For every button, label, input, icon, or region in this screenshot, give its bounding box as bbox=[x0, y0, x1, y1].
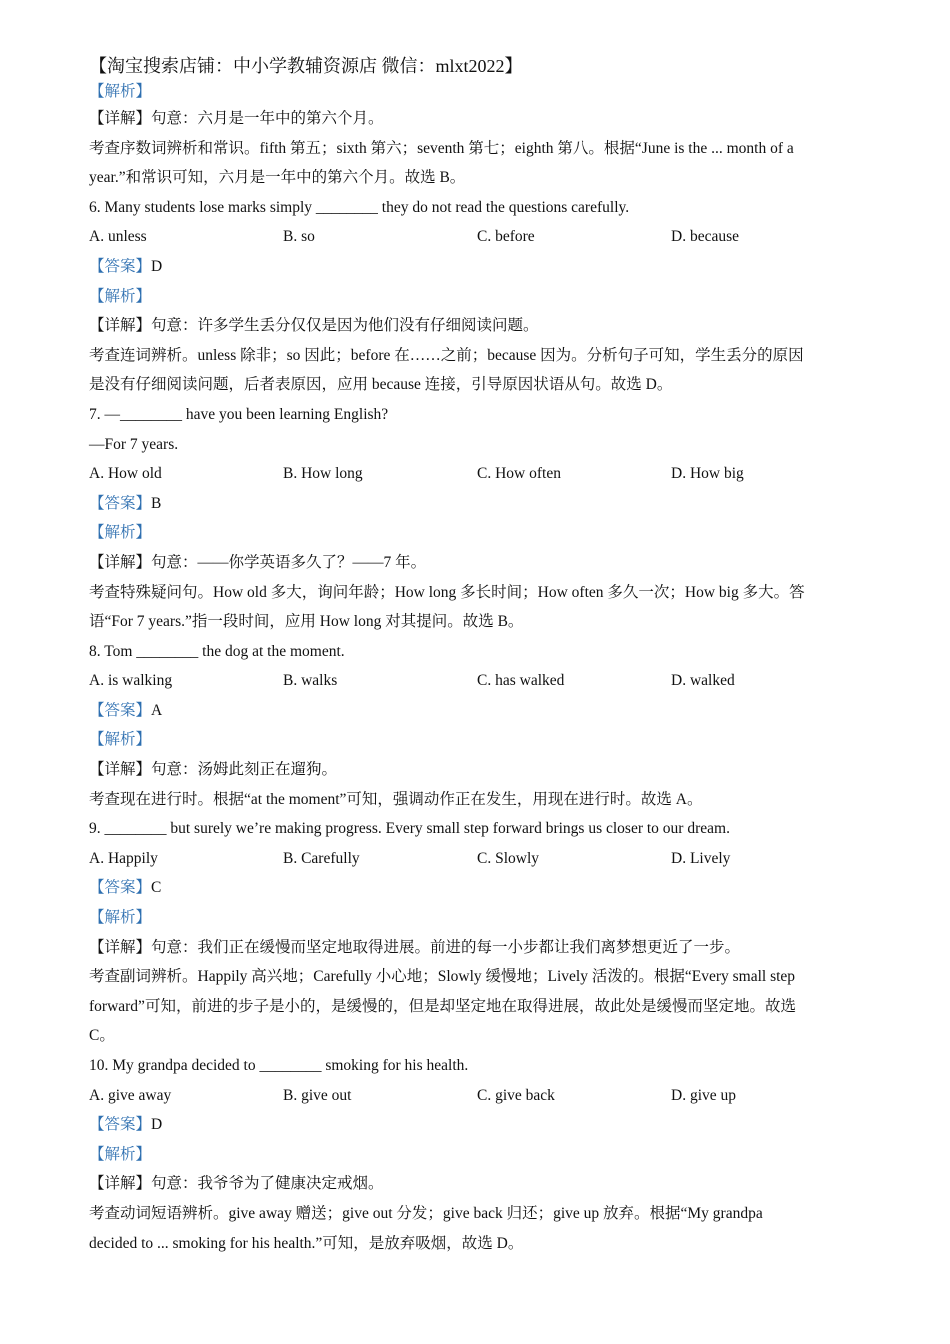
answer-value: C bbox=[151, 879, 162, 897]
q6-explanation-2: 是没有仔细阅读问题，后者表原因，应用 because 连接，引导原因状语从句。故选 D。 bbox=[89, 376, 673, 394]
q8-explanation-1: 考查现在进行时。根据“at the moment”可知，强调动作正在发生，用现在进行时。故选 A。 bbox=[89, 790, 703, 808]
q9-stem: 9. ________ but surely we’re making progress. Every small step forward brings us closer to our dream. bbox=[89, 820, 730, 838]
page-header: 【淘宝搜索店铺：中小学教辅资源店 微信：mlxt2022】 bbox=[89, 56, 523, 76]
q9-answer bbox=[89, 873, 869, 903]
option-c: C. has walked bbox=[477, 672, 565, 690]
q7-reply: —For 7 years. bbox=[89, 435, 179, 453]
option-a: A. is walking bbox=[89, 672, 173, 690]
analysis-label: 【解析】 bbox=[89, 1145, 152, 1163]
analysis-label: 【解析】 bbox=[89, 287, 152, 305]
q10-detail: 【详解】句意：我爷爷为了健康决定戒烟。 bbox=[89, 1175, 384, 1193]
option-d: D. give up bbox=[671, 1086, 737, 1104]
q9-explanation-3: C。 bbox=[89, 1027, 115, 1045]
q7-stem: 7. —________ have you been learning English? bbox=[89, 405, 389, 423]
option-b: B. How long bbox=[283, 465, 363, 483]
analysis-label: 【解析】 bbox=[89, 731, 152, 749]
option-a: A. How old bbox=[89, 465, 162, 483]
option-d: D. Lively bbox=[671, 849, 731, 867]
q6-options bbox=[89, 222, 869, 252]
option-c: C. before bbox=[477, 228, 535, 246]
option-d: D. walked bbox=[671, 672, 735, 690]
option-c: C. Slowly bbox=[477, 849, 540, 867]
option-a: A. unless bbox=[89, 228, 147, 246]
answer-value: D bbox=[151, 257, 163, 275]
q8-answer bbox=[89, 696, 869, 726]
q7-answer bbox=[89, 489, 869, 519]
option-d: D. How big bbox=[671, 465, 744, 483]
q5-detail: 【详解】句意：六月是一年中的第六个月。 bbox=[89, 110, 384, 127]
q10-answer bbox=[89, 1110, 869, 1140]
q5-explanation-2: year.”和常识可知，六月是一年中的第六个月。故选 B。 bbox=[89, 169, 466, 187]
answer-label: 【答案】 bbox=[89, 494, 152, 512]
q6-stem: 6. Many students lose marks simply ________ they do not read the questions carefully. bbox=[89, 198, 630, 216]
q10-explanation-1: 考查动词短语辨析。give away 赠送；give out 分发；give back 归还；give up 放弃。根据“My grandpa bbox=[89, 1204, 763, 1222]
option-c: C. How often bbox=[477, 465, 561, 483]
answer-value: B bbox=[151, 494, 162, 512]
analysis-label: 【解析】 bbox=[89, 524, 152, 542]
answer-label: 【答案】 bbox=[89, 879, 152, 897]
q7-detail: 【详解】句意：——你学英语多久了？——7 年。 bbox=[89, 553, 427, 571]
option-a: A. give away bbox=[89, 1086, 172, 1104]
analysis-label: 【解析】 bbox=[89, 83, 152, 100]
answer-value: D bbox=[151, 1116, 163, 1134]
answer-value: A bbox=[151, 701, 163, 719]
q10-options bbox=[89, 1081, 869, 1111]
option-c: C. give back bbox=[477, 1086, 555, 1104]
q7-explanation-2: 语“For 7 years.”指一段时间，应用 How long 对其提问。故选 B。 bbox=[89, 613, 524, 631]
q7-options bbox=[89, 459, 869, 489]
option-a: A. Happily bbox=[89, 849, 158, 867]
option-b: B. so bbox=[283, 228, 315, 246]
q8-detail: 【详解】句意：汤姆此刻正在遛狗。 bbox=[89, 761, 338, 779]
analysis-label: 【解析】 bbox=[89, 909, 152, 927]
option-b: B. Carefully bbox=[283, 849, 360, 867]
q8-options bbox=[89, 666, 869, 696]
q8-stem: 8. Tom ________ the dog at the moment. bbox=[89, 642, 345, 660]
q10-explanation-2: decided to ... smoking for his health.”可知，是放弃吸烟，故选 D。 bbox=[89, 1234, 524, 1252]
option-b: B. walks bbox=[283, 672, 338, 690]
q9-explanation-1: 考查副词辨析。Happily 高兴地；Carefully 小心地；Slowly 缓慢地；Lively 活泼的。根据“Every small step bbox=[89, 968, 796, 986]
q9-detail: 【详解】句意：我们正在缓慢而坚定地取得进展。前进的每一小步都让我们离梦想更近了一步。 bbox=[89, 938, 741, 956]
option-b: B. give out bbox=[283, 1086, 352, 1104]
answer-label: 【答案】 bbox=[89, 1116, 152, 1134]
option-d: D. because bbox=[671, 228, 739, 246]
document-page bbox=[89, 52, 869, 1258]
q6-answer bbox=[89, 252, 869, 282]
q9-explanation-2: forward”可知，前进的步子是小的，是缓慢的，但是却坚定地在取得进展，故此处是缓慢而坚定地。故选 bbox=[89, 997, 796, 1015]
q5-explanation-1: 考查序数词辨析和常识。fifth 第五；sixth 第六；seventh 第七；eighth 第八。根据“June is the ... month of a bbox=[89, 139, 794, 157]
q10-stem: 10. My grandpa decided to ________ smoking for his health. bbox=[89, 1057, 469, 1074]
q9-options bbox=[89, 844, 869, 874]
q7-explanation-1: 考查特殊疑问句。How old 多大，询问年龄；How long 多长时间；How often 多久一次；How big 多大。答 bbox=[89, 583, 805, 601]
q6-detail: 【详解】句意：许多学生丢分仅仅是因为他们没有仔细阅读问题。 bbox=[89, 317, 539, 335]
answer-label: 【答案】 bbox=[89, 257, 152, 275]
answer-label: 【答案】 bbox=[89, 701, 152, 719]
q6-explanation-1: 考查连词辨析。unless 除非；so 因此；before 在……之前；because 因为。分析句子可知，学生丢分的原因 bbox=[89, 346, 804, 364]
